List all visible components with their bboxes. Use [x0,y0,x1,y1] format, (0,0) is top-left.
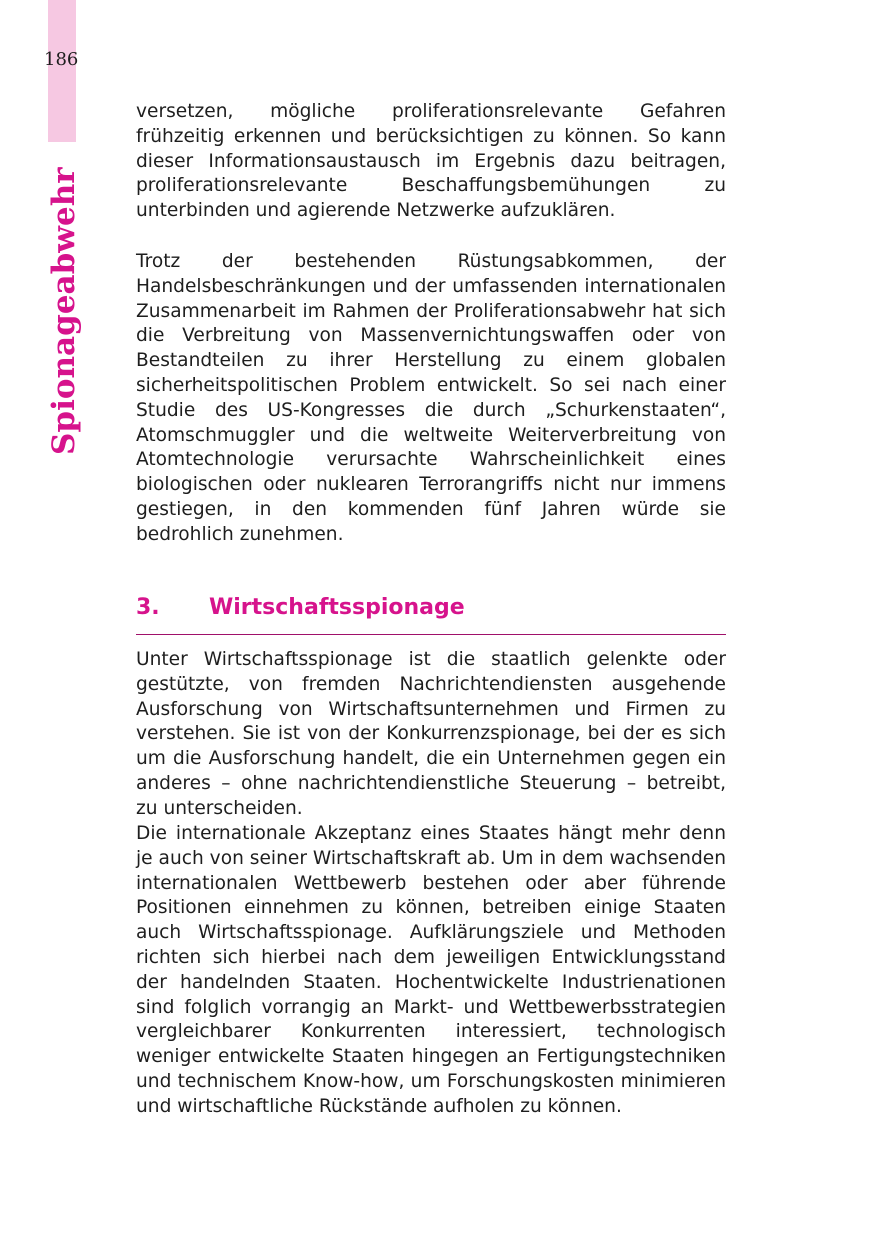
section-number: 3. [136,595,160,620]
paragraph-3: Unter Wirtschaftsspionage ist die staatlich gelenkte oder gestützte, von fremden Nachrichtendiensten ausgehende Ausforschung von Wirtschaftsunternehmen und Firmen zu verstehen. Sie ist von der Konkurrenzspionage, bei der es sich um die Ausforschung handelt, die ein Unternehmen gegen ein anderes – ohne nachrichtendienstliche Steuerung – betreibt, zu unterscheiden. [136,649,726,819]
side-tab-bar [48,0,76,142]
side-title-container [46,167,84,455]
paragraph-1: versetzen, mögliche proliferationsrelevante Gefahren frühzeitig erkennen und berücksichtigen zu können. So kann dieser Informationsaustausch im Ergebnis dazu beitragen, proliferationsrelevante Beschaffungsbemühungen zu unterbinden und agierende Netzwerke aufzuklären. [136,101,726,222]
section-title: Wirtschaftsspionage [209,595,465,620]
paragraph-4: Die internationale Akzeptanz eines Staates hängt mehr denn je auch von seiner Wirtschaftskraft ab. Um in dem wachsenden internationalen Wettbewerb bestehen oder aber führende Positionen einnehmen zu können, betreiben einige Staaten auch Wirtschaftsspionage. Aufklärungsziele und Methoden richten sich hierbei nach dem jeweiligen Entwicklungsstand der handelnden Staaten. Hochentwickelte Industrienationen sind folglich vorrangig an Markt- und Wettbewerbsstrategien vergleichbarer Konkurrenten interessiert, technologisch weniger entwickelte Staaten hingegen an Fertigungstechniken und technischem Know-how, um Forschungskosten minimieren und wirtschaftliche Rückstände aufholen zu können. [136,823,726,1117]
paragraph-2: Trotz der bestehenden Rüstungsabkommen, der Handelsbeschränkungen und der umfassenden internationalen Zusammenarbeit im Rahmen der Proliferationsabwehr hat sich die Verbreitung von Massenvernichtungswaffen oder von Bestandteilen zu ihrer Herstellung zu einem globalen sicherheitspolitischen Problem entwickelt. So sei nach einer Studie des US-Kongresses die durch „Schurkenstaaten“, Atomschmuggler und die weltweite Weiterverbreitung von Atomtechnologie verursachte Wahrscheinlichkeit eines biologischen oder nuklearen Terrorangriffs nicht nur immens gestiegen, in den kommenden fünf Jahren würde sie bedrohlich zunehmen. [136,251,726,545]
side-title: Spionageabwehr [46,167,82,455]
page-number: 186 [44,49,79,70]
section-heading [136,594,726,635]
